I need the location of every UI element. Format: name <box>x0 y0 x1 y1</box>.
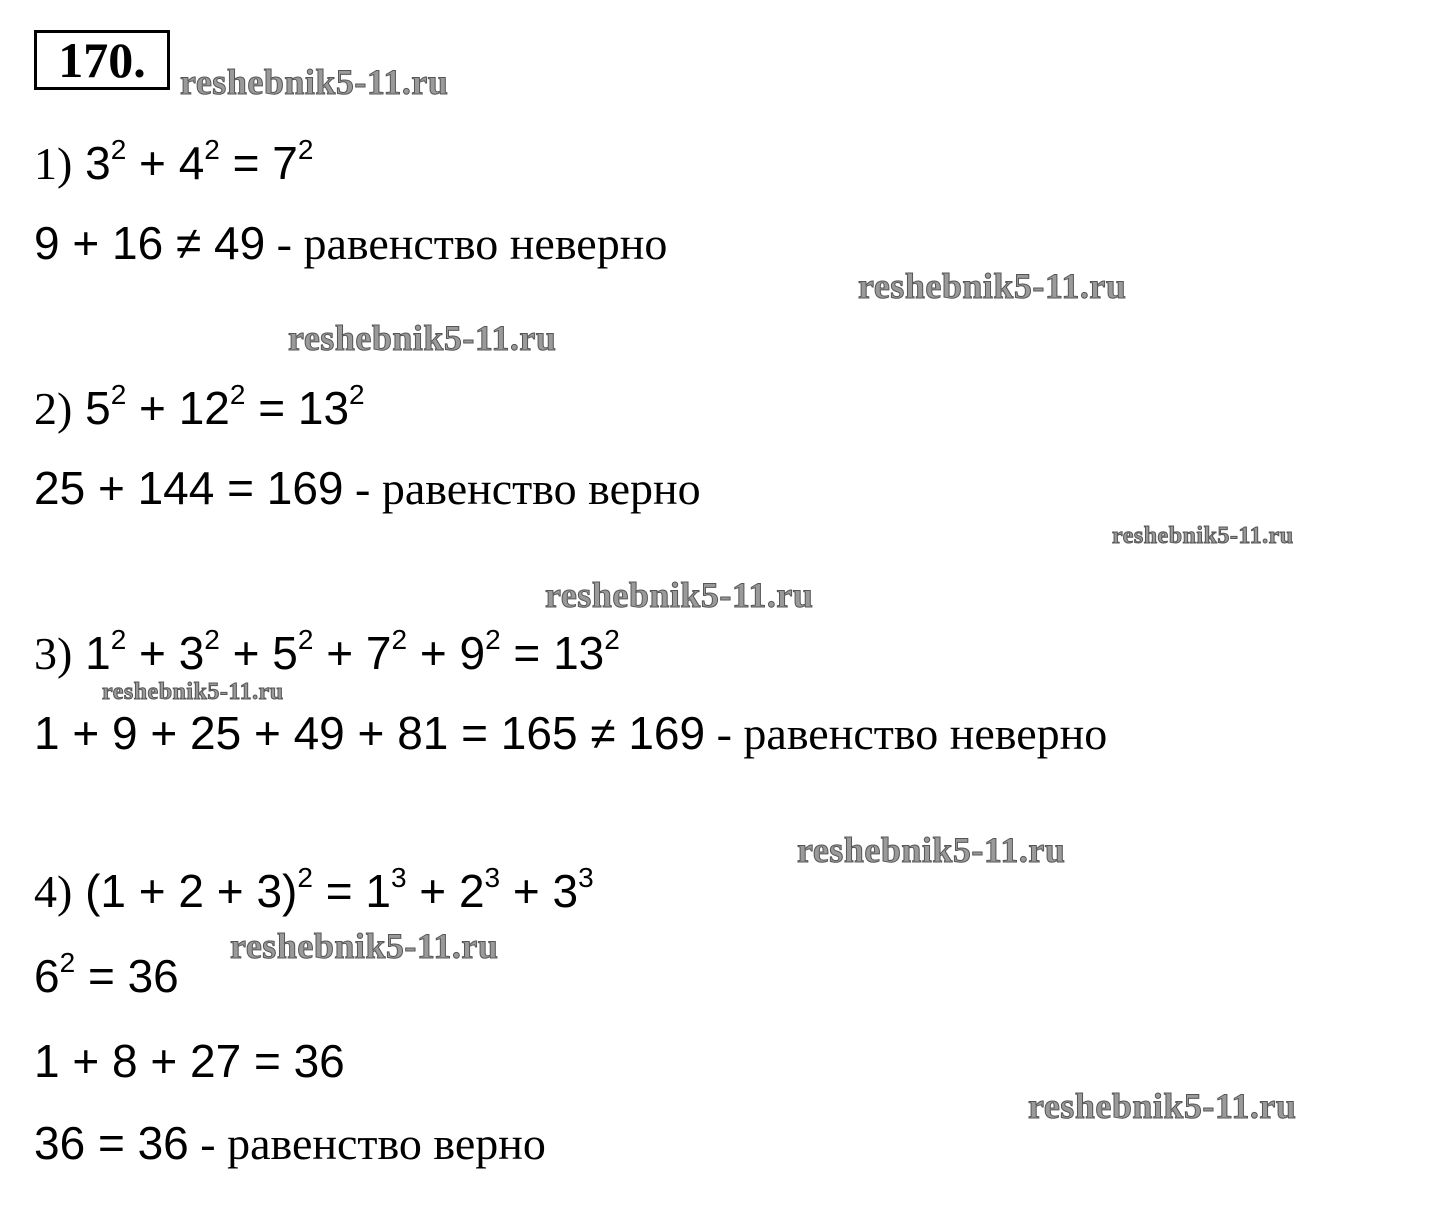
item-4-label: 4) <box>34 866 73 917</box>
item-2-label: 2) <box>34 383 73 434</box>
watermark: reshebnik5-11.ru <box>1028 1086 1297 1126</box>
item-1-formula <box>85 133 314 189</box>
item-3-check <box>34 707 1108 759</box>
math-exponent: 2 <box>297 133 314 165</box>
math-base: + 3 <box>126 627 205 679</box>
item-1-label: 1) <box>34 138 73 189</box>
item-3-check-expr: 1 + 9 + 25 + 49 + 81 = 165 ≠ 169 <box>34 707 706 759</box>
item-4-step2-expr: 1 + 8 + 27 = 36 <box>34 1035 345 1087</box>
math-base: 1 <box>85 627 111 679</box>
item-2-check <box>34 462 701 514</box>
problem-number: 170. <box>34 30 170 90</box>
math-base: + 7 <box>313 627 392 679</box>
watermark: reshebnik5-11.ru <box>858 266 1127 306</box>
item-4-step1-formula <box>34 946 179 1002</box>
item-3-equation <box>34 623 620 679</box>
item-2-result: - равенство верно <box>343 463 701 514</box>
math-base: (1 + 2 + 3) <box>85 865 298 917</box>
math-exponent: 2 <box>59 946 76 978</box>
item-1-check-expr: 9 + 16 ≠ 49 <box>34 217 266 269</box>
math-exponent: 2 <box>110 378 127 410</box>
math-exponent: 2 <box>297 861 313 893</box>
watermark: reshebnik5-11.ru <box>797 830 1066 870</box>
math-exponent: 3 <box>578 861 594 893</box>
math-exponent: 2 <box>110 133 127 165</box>
math-exponent: 2 <box>204 623 220 655</box>
math-base: + 2 <box>406 865 485 917</box>
math-base: + 3 <box>500 865 579 917</box>
math-exponent: 2 <box>229 378 246 410</box>
math-base: 6 <box>34 950 60 1002</box>
math-exponent: 2 <box>604 623 620 655</box>
math-exponent: 2 <box>110 623 127 655</box>
watermark: reshebnik5-11.ru <box>230 926 499 966</box>
math-exponent: 2 <box>204 133 220 165</box>
item-2-equation <box>34 378 365 434</box>
item-3-formula <box>85 623 620 679</box>
math-exponent: 2 <box>297 623 314 655</box>
item-1-result: - равенство неверно <box>265 218 668 269</box>
item-4-result: - равенство верно <box>188 1118 546 1169</box>
math-exponent: 3 <box>484 861 501 893</box>
math-base: = 13 <box>245 382 350 434</box>
watermark: reshebnik5-11.ru <box>288 318 557 358</box>
math-base: + 9 <box>407 627 486 679</box>
math-exponent: 2 <box>485 623 501 655</box>
watermark: reshebnik5-11.ru <box>545 575 814 615</box>
math-base: = 1 <box>312 865 391 917</box>
item-4-equation <box>34 861 594 917</box>
item-1-check <box>34 217 668 269</box>
math-base: + 4 <box>126 137 205 189</box>
watermark: reshebnik5-11.ru <box>102 679 284 705</box>
math-exponent: 2 <box>391 623 408 655</box>
math-base: 3 <box>85 137 111 189</box>
item-3-label: 3) <box>34 628 73 679</box>
item-4-step2 <box>34 1035 345 1087</box>
math-base: = 13 <box>500 627 605 679</box>
watermark: reshebnik5-11.ru <box>180 62 449 102</box>
item-4-step1 <box>34 946 179 1002</box>
item-4-check <box>34 1117 546 1169</box>
math-base: = 7 <box>219 137 298 189</box>
math-base: + 12 <box>126 382 230 434</box>
item-2-check-expr: 25 + 144 = 169 <box>34 462 344 514</box>
math-base: = 36 <box>75 950 179 1002</box>
math-exponent: 2 <box>349 378 365 410</box>
item-3-result: - равенство неверно <box>705 708 1108 759</box>
math-base: + 5 <box>219 627 298 679</box>
watermark: reshebnik5-11.ru <box>1112 523 1294 549</box>
math-base: 5 <box>85 382 111 434</box>
item-4-check-expr: 36 = 36 <box>34 1117 189 1169</box>
item-1-equation <box>34 133 314 189</box>
math-exponent: 3 <box>390 861 407 893</box>
item-2-formula <box>85 378 365 434</box>
item-4-formula <box>85 861 594 917</box>
